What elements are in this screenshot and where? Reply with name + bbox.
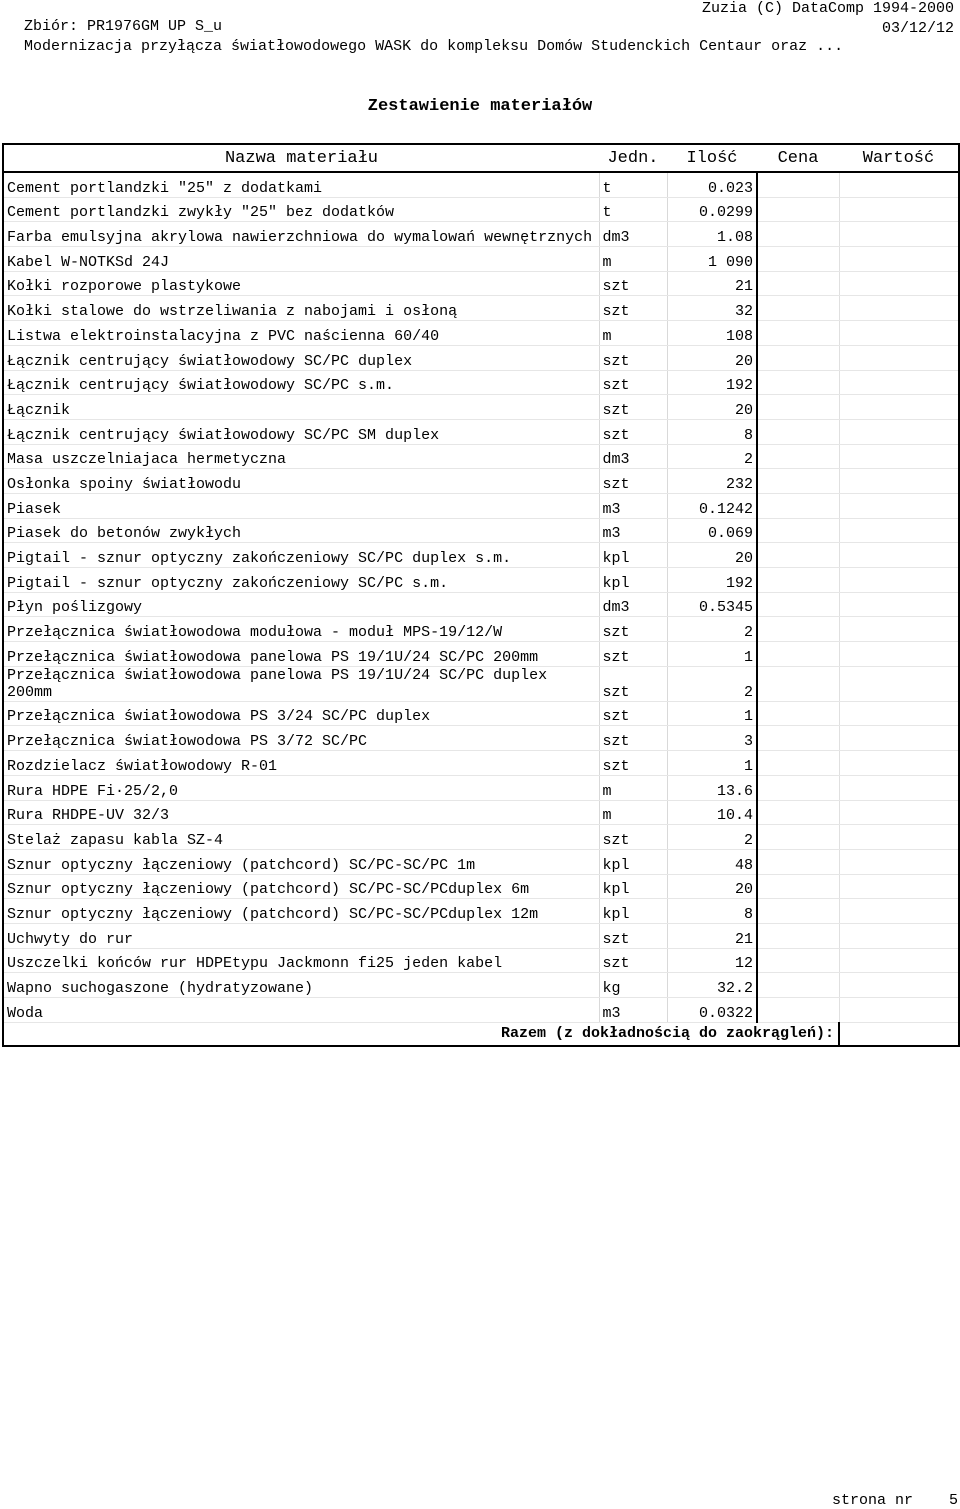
material-name-cell: Przełącznica światłowodowa PS 3/24 SC/PC duplex [3, 701, 599, 726]
page-footer [832, 1493, 958, 1509]
material-unit-cell: kpl [599, 849, 667, 874]
material-quantity-cell: 192 [667, 370, 757, 395]
material-name-cell: Rura HDPE Fi·25/2,0 [3, 775, 599, 800]
table-row [3, 197, 959, 222]
material-value-cell [839, 271, 959, 296]
material-unit-cell: szt [599, 701, 667, 726]
material-name-cell: Łącznik centrujący światłowodowy SC/PC s.m. [3, 370, 599, 395]
material-value-cell [839, 419, 959, 444]
table-row [3, 775, 959, 800]
material-name-cell: Uszczelki końców rur HDPEtypu Jackmonn fi25 jeden kabel [3, 948, 599, 973]
table-row [3, 518, 959, 543]
material-unit-cell: m [599, 247, 667, 272]
material-quantity-cell: 8 [667, 419, 757, 444]
material-name-cell: Stelaż zapasu kabla SZ-4 [3, 825, 599, 850]
material-value-cell [839, 543, 959, 568]
project-name: Modernizacja przyłącza światłowodowego WASK do kompleksu Domów Studenckich Centaur oraz ... [24, 38, 844, 55]
material-unit-cell: szt [599, 419, 667, 444]
table-row [3, 948, 959, 973]
material-quantity-cell: 8 [667, 899, 757, 924]
table-row [3, 592, 959, 617]
table-row [3, 543, 959, 568]
column-header-price: Cena [757, 144, 839, 172]
material-quantity-cell: 12 [667, 948, 757, 973]
material-quantity-cell: 0.1242 [667, 493, 757, 518]
table-row [3, 923, 959, 948]
material-quantity-cell: 3 [667, 726, 757, 751]
material-value-cell [839, 775, 959, 800]
material-name-cell: Rura RHDPE-UV 32/3 [3, 800, 599, 825]
material-price-cell [757, 751, 839, 776]
material-name-cell: Listwa elektroinstalacyjna z PVC naścienna 60/40 [3, 321, 599, 346]
material-unit-cell: szt [599, 296, 667, 321]
material-price-cell [757, 568, 839, 593]
material-value-cell [839, 825, 959, 850]
material-name-cell: Kołki rozporowe plastykowe [3, 271, 599, 296]
table-row [3, 899, 959, 924]
material-quantity-cell: 1 [667, 701, 757, 726]
material-value-cell [839, 899, 959, 924]
material-unit-cell: dm3 [599, 444, 667, 469]
material-quantity-cell: 21 [667, 923, 757, 948]
material-name-cell: Łącznik [3, 395, 599, 420]
material-unit-cell: m [599, 800, 667, 825]
material-unit-cell: dm3 [599, 222, 667, 247]
column-header-quantity: Ilość [667, 144, 757, 172]
table-row [3, 395, 959, 420]
material-unit-cell: szt [599, 469, 667, 494]
material-price-cell [757, 197, 839, 222]
material-name-cell: Farba emulsyjna akrylowa nawierzchniowa do wymalowań wewnętrznych [3, 222, 599, 247]
material-quantity-cell: 21 [667, 271, 757, 296]
material-name-cell: Łącznik centrujący światłowodowy SC/PC duplex [3, 345, 599, 370]
material-value-cell [839, 444, 959, 469]
material-quantity-cell: 0.023 [667, 172, 757, 197]
material-unit-cell: szt [599, 923, 667, 948]
material-value-cell [839, 849, 959, 874]
table-row [3, 642, 959, 667]
material-price-cell [757, 825, 839, 850]
material-price-cell [757, 222, 839, 247]
material-quantity-cell: 1.08 [667, 222, 757, 247]
material-name-cell: Cement portlandzki zwykły "25" bez dodatków [3, 197, 599, 222]
material-value-cell [839, 370, 959, 395]
material-value-cell [839, 197, 959, 222]
material-price-cell [757, 701, 839, 726]
total-label: Razem (z dokładnością do zaokrągleń): [3, 1022, 839, 1046]
material-name-cell: Sznur optyczny łączeniowy (patchcord) SC/PC-SC/PCduplex 6m [3, 874, 599, 899]
material-unit-cell: kpl [599, 899, 667, 924]
material-name-cell: Przełącznica światłowodowa PS 3/72 SC/PC [3, 726, 599, 751]
material-name-cell: Cement portlandzki "25" z dodatkami [3, 172, 599, 197]
material-name-cell: Uchwyty do rur [3, 923, 599, 948]
table-row [3, 345, 959, 370]
table-row [3, 874, 959, 899]
material-unit-cell: szt [599, 751, 667, 776]
page-number-label: strona nr [831, 1492, 913, 1509]
material-value-cell [839, 222, 959, 247]
column-header-name: Nazwa materiału [3, 144, 599, 172]
material-quantity-cell: 108 [667, 321, 757, 346]
material-unit-cell: szt [599, 345, 667, 370]
material-price-cell [757, 469, 839, 494]
table-row [3, 973, 959, 998]
table-row [3, 321, 959, 346]
total-row [3, 1022, 959, 1046]
material-value-cell [839, 726, 959, 751]
material-value-cell [839, 701, 959, 726]
page-title: Zestawienie materiałów [367, 97, 593, 116]
material-unit-cell: m [599, 775, 667, 800]
material-value-cell [839, 296, 959, 321]
material-unit-cell: szt [599, 726, 667, 751]
material-price-cell [757, 345, 839, 370]
material-price-cell [757, 973, 839, 998]
material-unit-cell: t [599, 197, 667, 222]
material-price-cell [757, 321, 839, 346]
material-name-cell: Piasek do betonów zwykłych [3, 518, 599, 543]
table-row [3, 726, 959, 751]
material-name-cell: Przełącznica światłowodowa modułowa - moduł MPS-19/12/W [3, 617, 599, 642]
material-quantity-cell: 32 [667, 296, 757, 321]
table-row [3, 419, 959, 444]
material-quantity-cell: 13.6 [667, 775, 757, 800]
material-unit-cell: dm3 [599, 592, 667, 617]
material-price-cell [757, 800, 839, 825]
material-unit-cell: szt [599, 642, 667, 667]
material-name-cell: Osłonka spoiny światłowodu [3, 469, 599, 494]
material-value-cell [839, 666, 959, 701]
material-name-cell: Wapno suchogaszone (hydratyzowane) [3, 973, 599, 998]
material-value-cell [839, 493, 959, 518]
table-row [3, 493, 959, 518]
column-header-unit: Jedn. [599, 144, 667, 172]
material-unit-cell: kpl [599, 568, 667, 593]
materials-table [2, 143, 960, 1047]
material-name-cell: Masa uszczelniajaca hermetyczna [3, 444, 599, 469]
materials-table-body [3, 172, 959, 1022]
page-number: 5 [948, 1492, 958, 1509]
material-value-cell [839, 751, 959, 776]
collection-label: Zbiór: PR1976GM UP S_u [24, 18, 223, 35]
table-row [3, 825, 959, 850]
material-value-cell [839, 617, 959, 642]
material-quantity-cell: 0.0322 [667, 998, 757, 1023]
material-value-cell [839, 395, 959, 420]
material-price-cell [757, 642, 839, 667]
table-row [3, 247, 959, 272]
material-unit-cell: t [599, 172, 667, 197]
material-quantity-cell: 0.5345 [667, 592, 757, 617]
material-quantity-cell: 0.069 [667, 518, 757, 543]
table-header-row [3, 144, 959, 172]
material-unit-cell: m3 [599, 518, 667, 543]
table-row [3, 222, 959, 247]
material-price-cell [757, 899, 839, 924]
material-name-cell: Rozdzielacz światłowodowy R-01 [3, 751, 599, 776]
table-row [3, 701, 959, 726]
material-quantity-cell: 20 [667, 345, 757, 370]
material-value-cell [839, 345, 959, 370]
material-value-cell [839, 973, 959, 998]
material-price-cell [757, 172, 839, 197]
material-unit-cell: m3 [599, 998, 667, 1023]
material-price-cell [757, 849, 839, 874]
material-value-cell [839, 247, 959, 272]
material-quantity-cell: 20 [667, 395, 757, 420]
header-project-line [6, 20, 954, 74]
table-row [3, 751, 959, 776]
material-price-cell [757, 419, 839, 444]
material-unit-cell: szt [599, 825, 667, 850]
material-value-cell [839, 874, 959, 899]
material-value-cell [839, 469, 959, 494]
material-value-cell [839, 642, 959, 667]
material-value-cell [839, 321, 959, 346]
material-price-cell [757, 592, 839, 617]
material-price-cell [757, 543, 839, 568]
material-quantity-cell: 192 [667, 568, 757, 593]
material-name-cell: Sznur optyczny łączeniowy (patchcord) SC/PC-SC/PCduplex 12m [3, 899, 599, 924]
material-price-cell [757, 998, 839, 1023]
material-price-cell [757, 518, 839, 543]
material-price-cell [757, 395, 839, 420]
material-value-cell [839, 923, 959, 948]
material-unit-cell: m [599, 321, 667, 346]
table-row [3, 617, 959, 642]
material-value-cell [839, 592, 959, 617]
material-price-cell [757, 370, 839, 395]
material-unit-cell: kg [599, 973, 667, 998]
material-price-cell [757, 726, 839, 751]
material-unit-cell: kpl [599, 543, 667, 568]
material-quantity-cell: 232 [667, 469, 757, 494]
material-quantity-cell: 2 [667, 825, 757, 850]
material-unit-cell: kpl [599, 874, 667, 899]
material-name-cell: Przełącznica światłowodowa panelowa PS 19/1U/24 SC/PC 200mm [3, 642, 599, 667]
material-price-cell [757, 923, 839, 948]
material-quantity-cell: 1 [667, 642, 757, 667]
table-row [3, 296, 959, 321]
material-unit-cell: szt [599, 948, 667, 973]
material-name-cell: Woda [3, 998, 599, 1023]
copyright-label: Zuzia (C) DataComp 1994-2000 [701, 0, 954, 17]
document-date: 03/12/12 [881, 20, 954, 37]
material-value-cell [839, 998, 959, 1023]
material-price-cell [757, 444, 839, 469]
table-row [3, 849, 959, 874]
material-price-cell [757, 271, 839, 296]
material-name-cell: Piasek [3, 493, 599, 518]
table-row [3, 998, 959, 1023]
material-value-cell [839, 518, 959, 543]
material-quantity-cell: 1 090 [667, 247, 757, 272]
material-value-cell [839, 800, 959, 825]
material-unit-cell: m3 [599, 493, 667, 518]
material-price-cell [757, 775, 839, 800]
material-name-cell: Pigtail - sznur optyczny zakończeniowy SC/PC duplex s.m. [3, 543, 599, 568]
material-name-cell: Płyn poślizgowy [3, 592, 599, 617]
material-price-cell [757, 874, 839, 899]
table-row [3, 568, 959, 593]
material-quantity-cell: 2 [667, 617, 757, 642]
material-unit-cell: szt [599, 271, 667, 296]
material-name-cell: Przełącznica światłowodowa panelowa PS 19/1U/24 SC/PC duplex 200mm [3, 666, 599, 701]
material-price-cell [757, 247, 839, 272]
material-name-cell: Łącznik centrujący światłowodowy SC/PC SM duplex [3, 419, 599, 444]
material-quantity-cell: 32.2 [667, 973, 757, 998]
table-row [3, 444, 959, 469]
total-value [839, 1022, 959, 1046]
table-row [3, 271, 959, 296]
material-value-cell [839, 568, 959, 593]
material-name-cell: Kołki stalowe do wstrzeliwania z nabojami i osłoną [3, 296, 599, 321]
material-quantity-cell: 2 [667, 444, 757, 469]
material-quantity-cell: 0.0299 [667, 197, 757, 222]
material-quantity-cell: 20 [667, 874, 757, 899]
column-header-value: Wartość [839, 144, 959, 172]
material-price-cell [757, 493, 839, 518]
table-row [3, 469, 959, 494]
material-quantity-cell: 10.4 [667, 800, 757, 825]
material-value-cell [839, 172, 959, 197]
table-row [3, 172, 959, 197]
material-price-cell [757, 666, 839, 701]
material-price-cell [757, 617, 839, 642]
material-name-cell: Pigtail - sznur optyczny zakończeniowy SC/PC s.m. [3, 568, 599, 593]
table-row [3, 800, 959, 825]
material-quantity-cell: 48 [667, 849, 757, 874]
material-quantity-cell: 20 [667, 543, 757, 568]
material-unit-cell: szt [599, 395, 667, 420]
material-name-cell: Sznur optyczny łączeniowy (patchcord) SC/PC-SC/PC 1m [3, 849, 599, 874]
table-row [3, 666, 959, 701]
material-unit-cell: szt [599, 666, 667, 701]
material-quantity-cell: 1 [667, 751, 757, 776]
material-quantity-cell: 2 [667, 666, 757, 701]
table-row [3, 370, 959, 395]
material-value-cell [839, 948, 959, 973]
material-price-cell [757, 948, 839, 973]
material-unit-cell: szt [599, 617, 667, 642]
material-unit-cell: szt [599, 370, 667, 395]
material-name-cell: Kabel W-NOTKSd 24J [3, 247, 599, 272]
material-price-cell [757, 296, 839, 321]
